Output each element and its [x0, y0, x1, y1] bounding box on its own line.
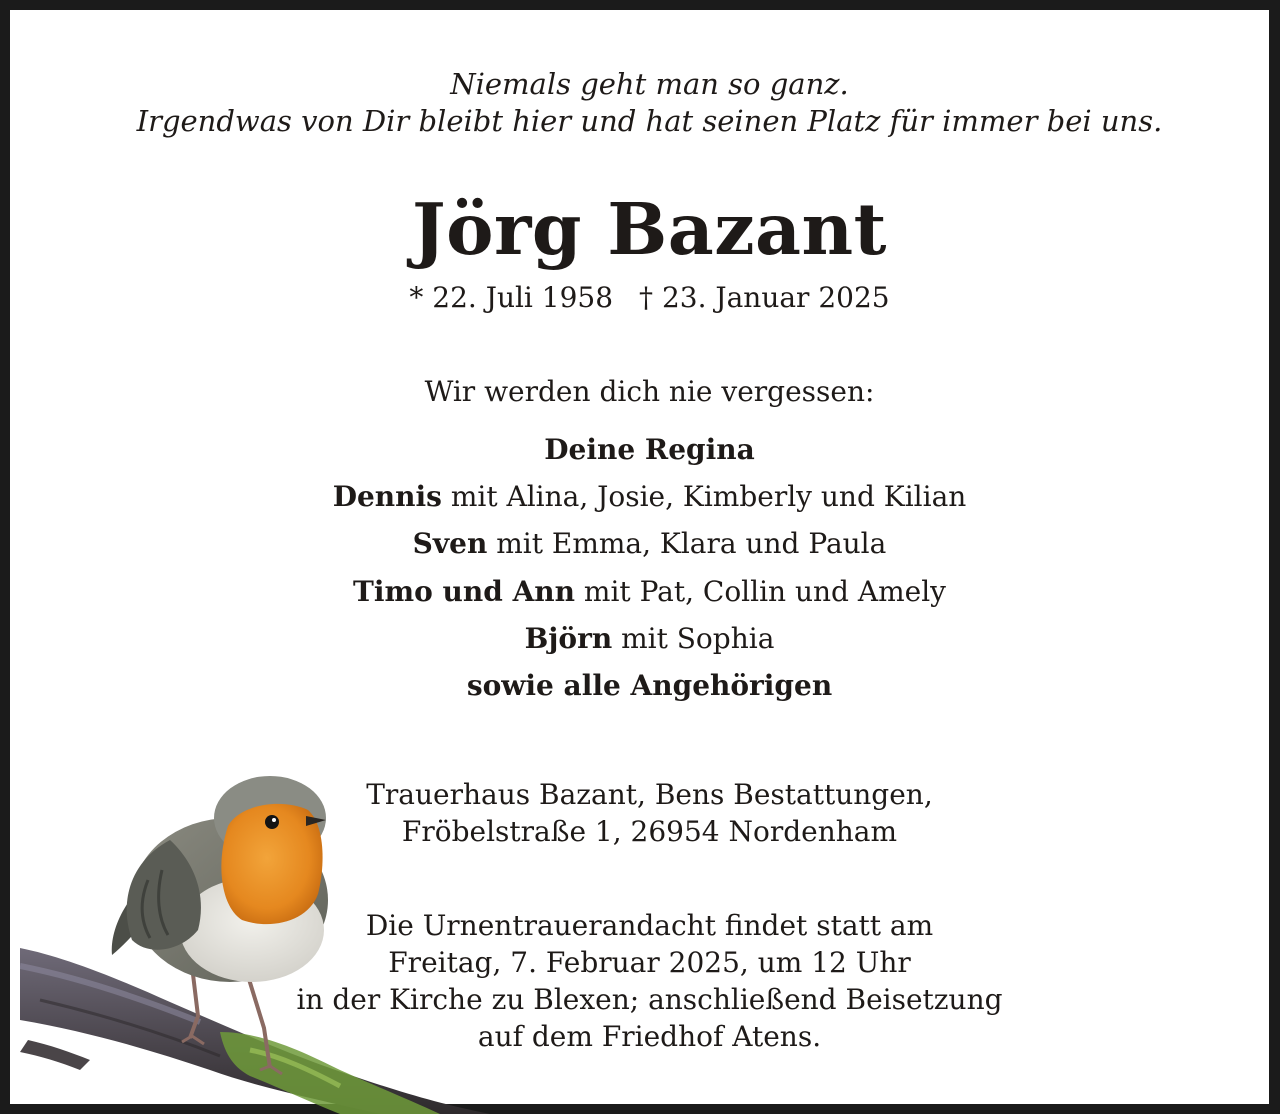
mourner-row [20, 662, 1279, 709]
service-line-2: Freitag, 7. Februar 2025, um 12 Uhr [388, 946, 911, 979]
robin-on-branch-illustration [20, 770, 500, 1114]
mourner-name: Dennis [332, 480, 442, 514]
memorial-quote [20, 66, 1279, 140]
service-line-1: Die Urnentrauerandacht findet statt am [365, 909, 934, 942]
mourner-row [20, 615, 1279, 662]
life-dates [20, 280, 1279, 316]
mourner-name: Timo und Ann [353, 574, 576, 608]
mourner-family: mit Alina, Josie, Kimberly und Kilian [441, 480, 967, 514]
mourner-row [20, 568, 1279, 615]
mourner-family: mit Pat, Collin und Amely [575, 574, 946, 608]
mourners-list [20, 426, 1279, 709]
mourner-row [20, 473, 1279, 520]
mourner-name: Deine Regina [544, 433, 755, 466]
funeral-home-line-1: Trauerhaus Bazant, Bens Bestattungen, [366, 778, 933, 811]
quote-line-2: Irgendwas von Dir bleibt hier und hat seinen Platz für immer bei uns. [136, 104, 1163, 138]
mourner-row [20, 426, 1279, 473]
birth-date: * 22. Juli 1958 [409, 281, 614, 314]
mourner-family: mit Emma, Klara und Paula [487, 527, 887, 561]
mourner-family: mit Sophia [612, 621, 775, 655]
mourner-row [20, 520, 1279, 567]
mourner-name: sowie alle Angehörigen [466, 669, 833, 703]
death-date: † 23. Januar 2025 [639, 281, 890, 314]
closing-phrase: Wir werden dich nie vergessen: [424, 375, 875, 408]
service-line-3: in der Kirche zu Blexen; anschließend Beisetzung [296, 983, 1003, 1016]
deceased-name: Jörg Bazant [412, 187, 887, 271]
quote-line-1: Niemals geht man so ganz. [450, 67, 849, 101]
mourner-name: Björn [524, 621, 613, 655]
service-line-4: auf dem Friedhof Atens. [477, 1020, 822, 1053]
mourner-name: Sven [412, 527, 488, 561]
funeral-home-line-2: Fröbelstraße 1, 26954 Nordenham [401, 815, 898, 848]
